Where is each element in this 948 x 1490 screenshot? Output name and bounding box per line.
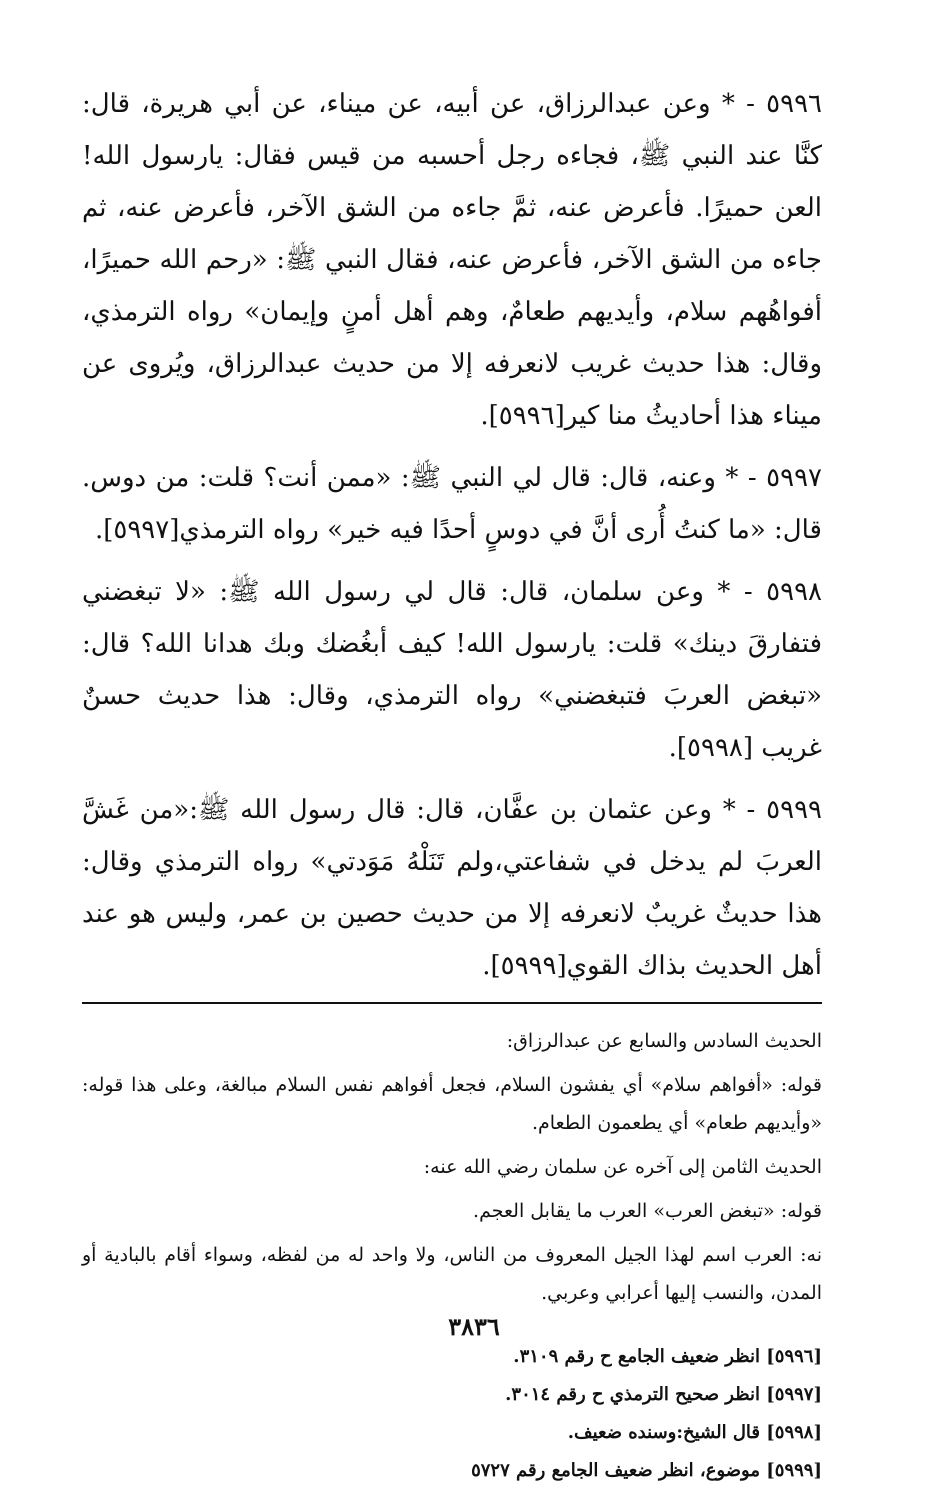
reference-item: [٥٩٩٩] موضوع، انظر ضعيف الجامع رقم ٥٧٢٧ <box>471 1460 822 1481</box>
reference-item: [٥٩٩٧] انظر صحيح الترمذي ح رقم ٣٠١٤. <box>505 1384 822 1405</box>
hadith-5999: ٥٩٩٩ - * وعن عثمان بن عفَّان، قال: قال رسول الله ﷺ:«من غَشَّ العربَ لم يدخل في شفاعتي،ولم تَنَلْهُ مَوَدتي» رواه الترمذي وقال: هذا حديثٌ غريبٌ لانعرفه إلا من حديث حصين بن عمر، وليس هو عند أهل الحديث بذاك القوي[٥٩٩٩]. <box>82 795 822 981</box>
divider-rule <box>82 1002 822 1004</box>
reference-item: [٥٩٩٨] قال الشيخ:وسنده ضعيف. <box>567 1422 822 1443</box>
note-heading: الحديث السادس والسابع عن عبدالرزاق: <box>506 1030 822 1052</box>
note-paragraph: نه: العرب اسم لهذا الجيل المعروف من الناس، ولا واحد له من لفظه، وسواء أقام بالبادية أو المدن، والنسب إليها أعرابي وعربي. <box>82 1244 822 1304</box>
note-heading: الحديث الثامن إلى آخره عن سلمان رضي الله عنه: <box>423 1156 822 1178</box>
hadith-5998: ٥٩٩٨ - * وعن سلمان، قال: قال لي رسول الله ﷺ: «لا تبغضني فتفارقَ دينك» قلت: يارسول الله! كيف أبغُضك وبك هدانا الله؟ قال: «تبغض العربَ فتبغضني» رواه الترمذي، وقال: هذا حديث حسنٌ غريب [٥٩٩٨]. <box>82 577 822 763</box>
commentary-notes <box>82 1022 822 1312</box>
hadith-5996: ٥٩٩٦ - * وعن عبدالرزاق، عن أبيه، عن ميناء، عن أبي هريرة، قال: كنَّا عند النبي ﷺ، فجاءه رجل أحسبه من قيس فقال: يارسول الله! العن حميرًا. فأعرض عنه، ثمَّ جاءه من الشق الآخر، فأعرض عنه، ثم جاءه من الشق الآخر، فأعرض عنه، فقال النبي ﷺ: «رحم الله حميرًا، أفواهُهم سلام، وأيديهم طعامٌ، وهم أهل أمنٍ وإيمان» رواه الترمذي، وقال: هذا حديث غريب لانعرفه إلا من حديث عبدالرزاق، ويُروى عن ميناء هذا أحاديثُ منا كير[٥٩٩٦]. <box>82 89 823 431</box>
page-number: ٣٨٣٦ <box>448 1312 500 1341</box>
page-body <box>82 78 822 1490</box>
hadith-5997: ٥٩٩٧ - * وعنه، قال: قال لي النبي ﷺ: «ممن أنت؟ قلت: من دوس. قال: «ما كنتُ أُرى أنَّ في دوسٍ أحدًا فيه خير» رواه الترمذي[٥٩٩٧]. <box>82 463 822 545</box>
footnote-references <box>82 1338 822 1490</box>
reference-item: [٥٩٩٦] انظر ضعيف الجامع ح رقم ٣١٠٩. <box>513 1346 822 1367</box>
note-paragraph: قوله: «تبغض العرب» العرب ما يقابل العجم. <box>473 1200 822 1222</box>
note-paragraph: قوله: «أفواهم سلام» أي يفشون السلام، فجعل أفواهم نفس السلام مبالغة، وعلى هذا قوله: «وأيديهم طعام» أي يطعمون الطعام. <box>82 1074 822 1134</box>
